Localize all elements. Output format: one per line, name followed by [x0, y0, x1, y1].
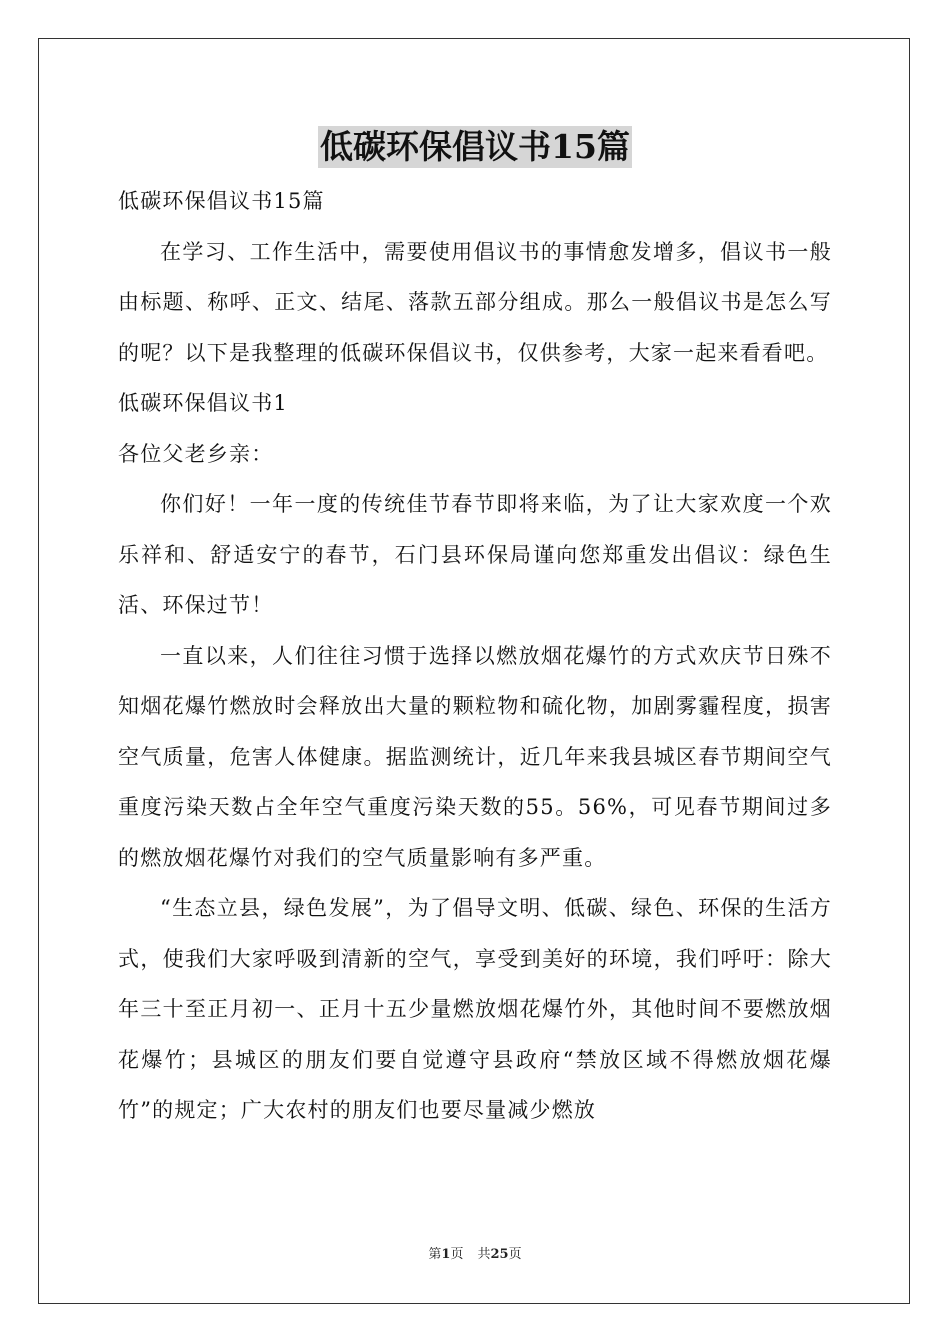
paragraph-pollution: 一直以来，人们往往习惯于选择以燃放烟花爆竹的方式欢庆节日殊不知烟花爆竹燃放时会释放出大量的颗粒物和硫化物，加剧雾霾程度，损害空气质量，危害人体健康。据监测统计，近几年来我县城区春节期间空气重度污染天数占全年空气重度污染天数的55。56%，可见春节期间过多的燃放烟花爆竹对我们的空气质量影响有多严重。 [118, 643, 832, 870]
page-prefix: 第 [428, 1247, 442, 1262]
section-heading-1: 低碳环保倡议书1 [118, 391, 288, 415]
total-prefix: 共 [477, 1247, 491, 1262]
page-number: 1 [441, 1247, 451, 1262]
salutation: 各位父老乡亲： [118, 441, 274, 466]
paragraph-intro: 在学习、工作生活中，需要使用倡议书的事情愈发增多，倡议书一般由标题、称呼、正文、结尾、落款五部分组成。那么一般倡议书是怎么写的呢？以下是我整理的低碳环保倡议书，仅供参考，大家一起来看看吧。 [118, 239, 832, 365]
total-pages: 25 [490, 1247, 509, 1262]
document-title: 低碳环保倡议书15篇 [320, 127, 630, 166]
paragraph-greeting: 你们好！一年一度的传统佳节春节即将来临，为了让大家欢度一个欢乐祥和、舒适安宁的春节，石门县环保局谨向您郑重发出倡议：绿色生活、环保过节！ [118, 492, 832, 617]
document-body [118, 176, 832, 1136]
page-suffix: 页 [450, 1247, 464, 1262]
paragraph-subtitle: 低碳环保倡议书15篇 [118, 189, 325, 213]
paragraph-appeal: “生态立县，绿色发展”，为了倡导文明、低碳、绿色、环保的生活方式，使我们大家呼吸到清新的空气，享受到美好的环境，我们呼吁：除大年三十至正月初一、正月十五少量燃放烟花爆竹外，其他时间不要燃放烟花爆竹；县城区的朋友们要自觉遵守县政府“禁放区域不得燃放烟花爆竹”的规定；广大农村的朋友们也要尽量减少燃放 [118, 896, 832, 1122]
page-footer [0, 1246, 950, 1264]
title-container [0, 126, 950, 168]
total-suffix: 页 [508, 1247, 522, 1262]
